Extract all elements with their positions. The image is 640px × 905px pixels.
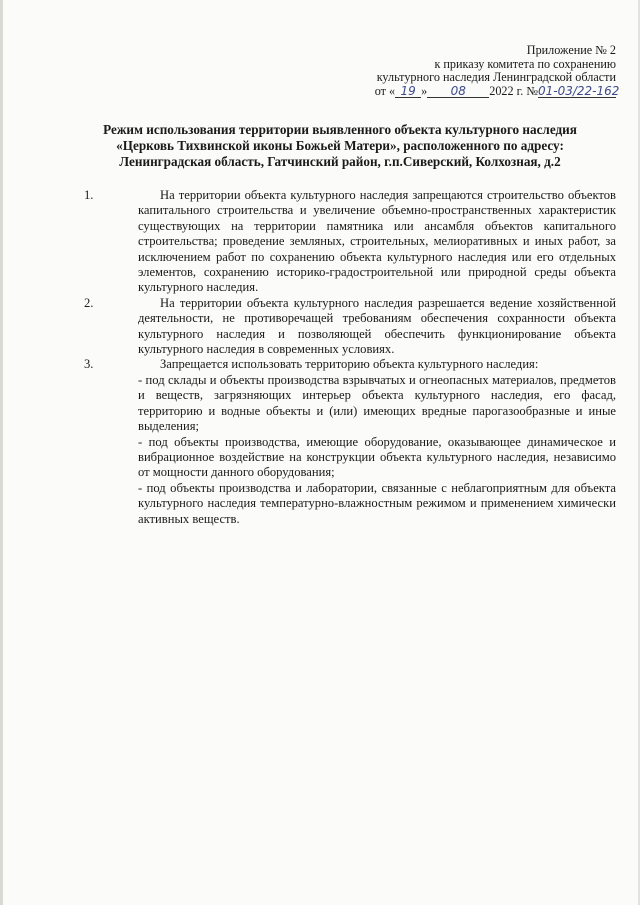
item-number: 3. <box>84 357 94 372</box>
scan-edge-left <box>0 0 3 905</box>
appendix-committee: культурного наследия Ленинградской области <box>376 70 616 84</box>
appendix-number: Приложение № 2 <box>526 43 616 57</box>
title-line-1: Режим использования территории выявленного объекта культурного наследия <box>103 122 577 137</box>
date-prefix: от « <box>374 83 396 98</box>
appendix-date-line <box>286 83 620 99</box>
item-text: На территории объекта культурного наследия разрешается ведение хозяйственной деятельности, не противоречащей требованиям обеспечения сохранности объекта культурного наследия и позволяющей обеспечить функционирование объекта культурного наследия в современных условиях. <box>138 295 616 357</box>
list-item-3 <box>84 357 616 526</box>
list-item-2 <box>84 296 616 358</box>
order-number: 01-03/22-162 <box>538 83 620 98</box>
item-text: На территории объекта культурного наследия запрещаются строительство объектов капитального строительства и увеличение объемно-пространственных характеристик существующих на территории памятника или ансамбля объектов капитального строительства; проведение земляных, строительных, мелиоративных и иных работ, за исключением работ по сохранению объекта культурного наследия или его отдельных элементов, сохранению историко-градостроительной или природной среды объекта культурного наследия. <box>138 188 616 295</box>
title-line-3: Ленинградская область, Гатчинский район, г.п.Сиверский, Колхозная, д.2 <box>119 154 561 169</box>
item-number: 2. <box>84 295 94 310</box>
date-year: 2022 г. № <box>489 83 538 98</box>
appendix-header <box>286 43 620 98</box>
date-month: 08 <box>427 86 489 98</box>
document-body <box>84 188 616 527</box>
document-title <box>60 122 620 170</box>
item-text: Запрещается использовать территорию объекта культурного наследия: <box>160 357 539 372</box>
date-mid: » <box>421 83 428 98</box>
title-line-2: «Церковь Тихвинской иконы Божьей Матери», расположенного по адресу: <box>116 138 564 153</box>
appendix-order-ref: к приказу комитета по сохранению <box>434 56 616 71</box>
sub-item-1: - под склады и объекты производства взрывчатых и огнеопасных материалов, предметов и веществ, загрязняющих интерьер объекта культурного наследия, его фасад, территорию и водные объекты и (или) имеющих вредные парогазообразные и иные выделения; <box>138 372 616 434</box>
list-item-1 <box>84 188 616 296</box>
sub-item-3: - под объекты производства и лаборатории, связанные с неблагоприятным для объекта культурного наследия температурно-влажностным режимом и применением химически активных веществ. <box>138 480 616 526</box>
date-day: 19 <box>395 86 421 98</box>
sub-item-2: - под объекты производства, имеющие оборудование, оказывающее динамическое и вибрационное воздействие на конструкции объекта культурного наследия, независимо от мощности данного оборудования; <box>138 434 616 480</box>
item-number: 1. <box>84 188 94 202</box>
